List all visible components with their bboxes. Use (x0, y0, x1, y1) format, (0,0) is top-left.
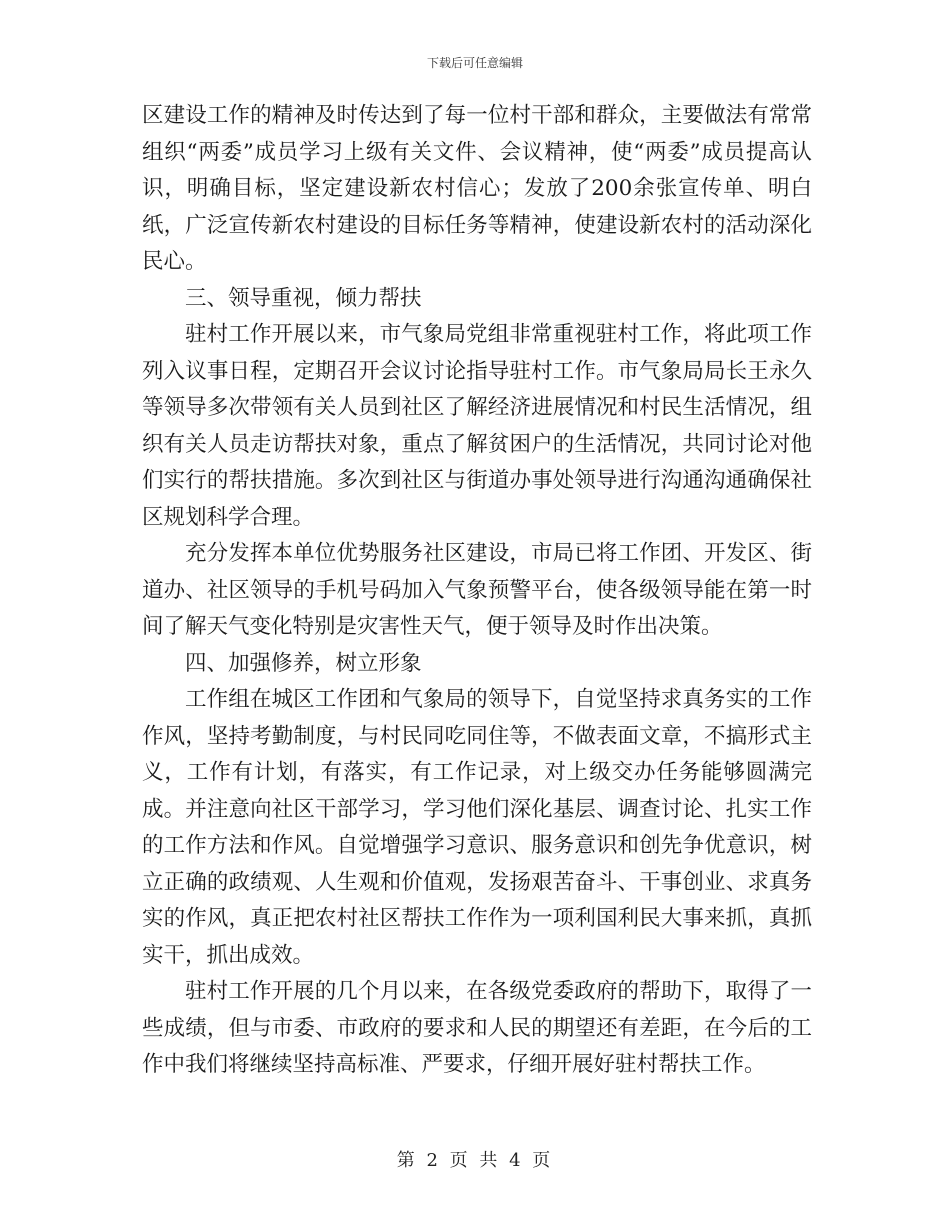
section-heading: 三、领导重视，倾力帮扶 (185, 285, 422, 311)
paragraph: 区建设工作的精神及时传达到了每一位村干部和群众，主要做法有常常组织“两委”成员学习上级有关文件、会议精神，使“两委”成员提高认识，明确目标，坚定建设新农村信心；发放了200余张宣传单、明白纸，广泛宣传新农村建设的目标任务等精神，使建设新农村的活动深化民心。 (142, 103, 812, 274)
paragraph: 充分发挥本单位优势服务社区建设，市局已将工作团、开发区、街道办、社区领导的手机号码加入气象预警平台，使各级领导能在第一时间了解天气变化特别是灾害性天气，便于领导及时作出决策。 (142, 541, 812, 639)
paragraph: 工作组在城区工作团和气象局的领导下，自觉坚持求真务实的工作作风，坚持考勤制度，与村民同吃同住等，不做表面文章，不搞形式主义，工作有计划，有落实，有工作记录，对上级交办任务能够圆满完成。并注意向社区干部学习，学习他们深化基层、调查讨论、扎实工作的工作方法和作风。自觉增强学习意识、服务意识和创先争优意识，树立正确的政绩观、人生观和价值观，发扬艰苦奋斗、干事创业、求真务实的作风，真正把农村社区帮扶工作作为一项利国利民大事来抓，真抓实干，抓出成效。 (142, 687, 812, 968)
paragraph: 驻村工作开展以来，市气象局党组非常重视驻村工作，将此项工作列入议事日程，定期召开会议讨论指导驻村工作。市气象局局长王永久等领导多次带领有关人员到社区了解经济进展情况和村民生活情况，组织有关人员走访帮扶对象，重点了解贫困户的生活情况，共同讨论对他们实行的帮扶措施。多次到社区与街道办事处领导进行沟通沟通确保社区规划科学合理。 (142, 322, 812, 530)
document-body (142, 98, 812, 1084)
page-number-footer: 第 2 页 共 4 页 (396, 1150, 554, 1171)
page-header-note: 下载后可任意编辑 (426, 56, 523, 70)
paragraph: 驻村工作开展的几个月以来，在各级党委政府的帮助下，取得了一些成绩，但与市委、市政府的要求和人民的期望还有差距，在今后的工作中我们将继续坚持高标准、严要求，仔细开展好驻村帮扶工作。 (142, 979, 812, 1077)
section-heading: 四、加强修养，树立形象 (185, 650, 422, 676)
